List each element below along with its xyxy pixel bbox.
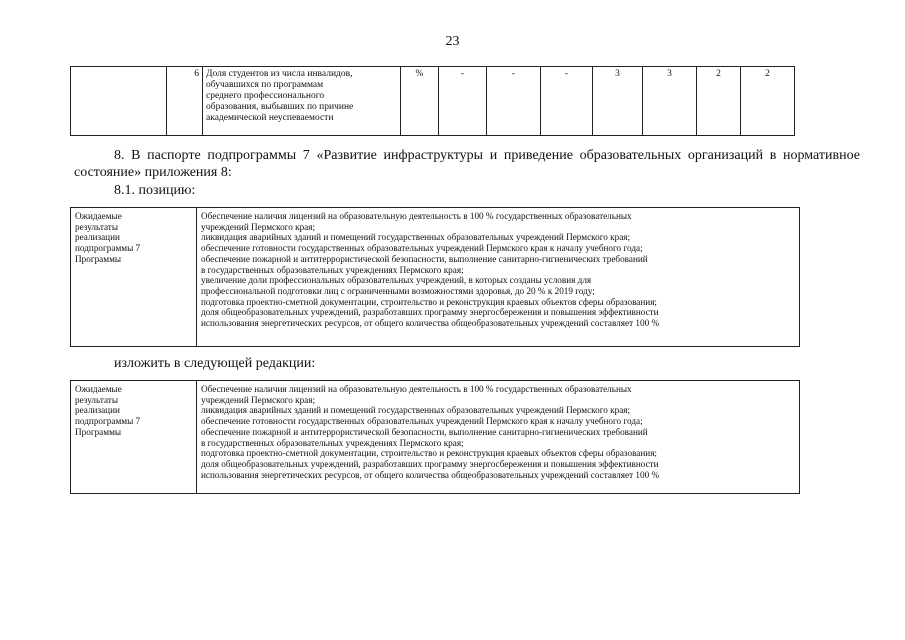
paragraph-redaction: изложить в следующей редакции: — [114, 356, 316, 371]
label-line: Программы — [75, 253, 122, 264]
value-cell: - — [487, 67, 541, 136]
label-cell — [71, 208, 197, 347]
content-line: профессиональной подготовки лиц с ограниченными возможностями здоровья, до 20 % к 2019 году; — [201, 285, 595, 296]
unit-cell: % — [401, 67, 439, 136]
empty-cell — [71, 67, 167, 136]
content-line: подготовка проектно-сметной документации, строительство и реконструкция краевых объектов сферы образования; — [201, 448, 657, 459]
table-row — [71, 67, 795, 136]
indicator-table-row — [70, 66, 795, 136]
content-line: ликвидация аварийных зданий и помещений государственных образовательных учреждений Пермского края; — [201, 405, 631, 416]
content-line: Обеспечение наличия лицензий на образовательную деятельность в 100 % государственных образовательных — [201, 384, 632, 394]
page-number: 23 — [445, 34, 460, 49]
content-line: учреждений Пермского края; — [201, 221, 316, 232]
label-line: подпрограммы 7 — [75, 416, 141, 427]
indicator-line: среднего профессионального — [206, 91, 325, 101]
content-line: подготовка проектно-сметной документации, строительство и реконструкция краевых объектов сферы образования; — [201, 296, 657, 307]
value-cell: 3 — [593, 67, 643, 136]
label-line: Ожидаемые — [75, 211, 122, 221]
paragraph-8-1: 8.1. позицию: — [114, 183, 196, 198]
table-row — [71, 381, 800, 494]
indicator-line: академической неуспеваемости — [206, 113, 334, 123]
content-line: обеспечение пожарной и антитеррористической безопасности, выполнение санитарно-гигиенических требований — [201, 253, 648, 264]
value-cell: - — [541, 67, 593, 136]
indicator-line: образования, выбывших по причине — [206, 102, 354, 112]
content-line: учреждений Пермского края; — [201, 394, 316, 405]
table-row — [71, 208, 800, 347]
content-line: в государственных образовательных учреждениях Пермского края; — [201, 437, 464, 448]
label-line: подпрограммы 7 — [75, 243, 141, 254]
value-cell: 2 — [697, 67, 741, 136]
content-cell — [197, 381, 800, 494]
indicator-line: обучавшихся по программам — [206, 80, 324, 90]
content-line: использования энергетических ресурсов, от общего количества общеобразовательных учреждений составляет 100 % — [201, 469, 660, 480]
content-line: в государственных образовательных учреждениях Пермского края; — [201, 264, 464, 275]
label-line: результаты — [75, 221, 118, 232]
content-line: обеспечение пожарной и антитеррористической безопасности, выполнение санитарно-гигиенических требований — [201, 426, 648, 437]
content-line: ликвидация аварийных зданий и помещений государственных образовательных учреждений Пермского края; — [201, 232, 631, 243]
value-cell: - — [439, 67, 487, 136]
value-cell: 2 — [741, 67, 795, 136]
new-position-table — [70, 380, 800, 494]
content-line: доля общеобразовательных учреждений, разработавших программу энергосбережения и повышения эффективности — [201, 458, 659, 469]
content-line: использования энергетических ресурсов, от общего количества общеобразовательных учреждений составляет 100 % — [201, 318, 660, 329]
label-cell — [71, 381, 197, 494]
content-line: доля общеобразовательных учреждений, разработавших программу энергосбережения и повышения эффективности — [201, 307, 659, 318]
indicator-name — [203, 67, 401, 136]
paragraph-8: 8. В паспорте подпрограммы 7 «Развитие инфраструктуры и приведение образовательных организаций в нормативное состояние» приложения 8: — [74, 148, 860, 180]
row-number: 6 — [167, 67, 203, 136]
label-line: реализации — [75, 405, 120, 416]
content-cell — [197, 208, 800, 347]
label-line: реализации — [75, 232, 120, 243]
content-line: увеличение доли профессиональных образовательных учреждений, в которых созданы условия для — [201, 275, 592, 286]
content-line: Обеспечение наличия лицензий на образовательную деятельность в 100 % государственных образовательных — [201, 211, 632, 221]
content-line: обеспечение готовности государственных образовательных учреждений Пермского края к началу учебного года; — [201, 243, 643, 254]
label-line: результаты — [75, 394, 118, 405]
indicator-line: Доля студентов из числа инвалидов, — [206, 69, 353, 79]
label-line: Ожидаемые — [75, 384, 122, 394]
content-line: обеспечение готовности государственных образовательных учреждений Пермского края к началу учебного года; — [201, 416, 643, 427]
value-cell: 3 — [643, 67, 697, 136]
old-position-table — [70, 207, 800, 347]
label-line: Программы — [75, 426, 122, 437]
